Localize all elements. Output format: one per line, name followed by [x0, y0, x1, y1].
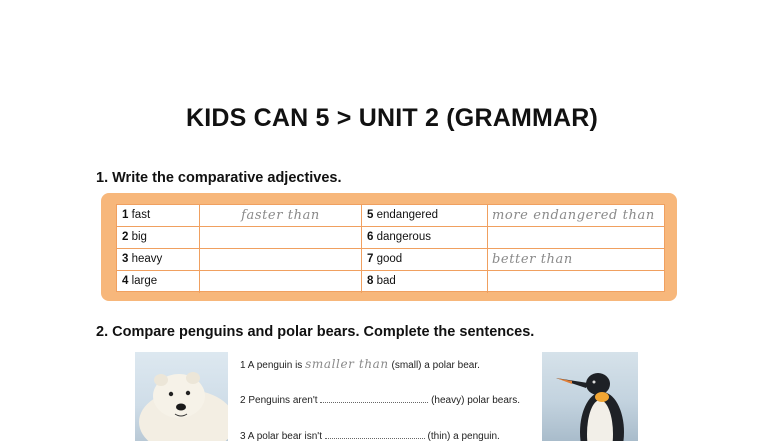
sentence-text: (small) a polar bear.: [391, 360, 480, 371]
sentence-text: A polar bear isn't: [247, 431, 322, 442]
adjective-cell: 6 dangerous: [362, 227, 488, 249]
sentence-text: A penguin is: [247, 360, 303, 371]
answer-cell[interactable]: [488, 271, 666, 293]
adjective-cell: 1 fast: [117, 205, 200, 227]
table-row: [117, 227, 664, 249]
sentence-2: [240, 392, 520, 406]
sentence-text: Penguins aren't: [248, 395, 318, 406]
adjective-cell: 5 endangered: [362, 205, 488, 227]
sentence-3: [240, 428, 500, 442]
handwritten-answer: [488, 274, 492, 289]
table-row: [117, 249, 664, 271]
answer-blank[interactable]: [320, 392, 428, 403]
adjective-cell: 3 heavy: [117, 249, 200, 271]
answer-blank[interactable]: [325, 428, 425, 439]
handwritten-answer[interactable]: smaller than: [305, 357, 389, 371]
adjective-cell: 8 bad: [362, 271, 488, 293]
sentence-text: (heavy) polar bears.: [431, 395, 521, 406]
answer-cell[interactable]: [200, 271, 362, 293]
answer-cell[interactable]: [488, 205, 666, 227]
page-title: KIDS CAN 5 > UNIT 2 (GRAMMAR): [185, 104, 599, 132]
answer-cell[interactable]: [200, 227, 362, 249]
adjective-cell: 7 good: [362, 249, 488, 271]
sentence-1: [240, 357, 480, 371]
sentence-number: 2: [240, 395, 246, 406]
handwritten-answer: more endangered than: [492, 208, 655, 223]
sentence-number: 3: [240, 431, 246, 442]
sentence-text: (thin) a penguin.: [427, 431, 500, 442]
polar-bear-photo: [135, 352, 228, 441]
answer-cell[interactable]: [488, 227, 666, 249]
penguin-photo: [542, 352, 638, 441]
adjective-cell: 4 large: [117, 271, 200, 293]
table-row: [117, 271, 664, 293]
exercise-2-heading: 2. Compare penguins and polar bears. Complete the sentences.: [96, 324, 535, 340]
table-row: [117, 205, 664, 227]
handwritten-answer: faster than: [241, 208, 320, 223]
handwritten-answer: better than: [492, 252, 573, 267]
adjective-cell: 2 big: [117, 227, 200, 249]
comparative-adjectives-table: [116, 204, 665, 292]
sentence-number: 1: [240, 360, 246, 371]
exercise-1-heading: 1. Write the comparative adjectives.: [96, 170, 342, 186]
answer-cell[interactable]: [488, 249, 666, 271]
handwritten-answer: [488, 230, 492, 245]
answer-cell[interactable]: [200, 249, 362, 271]
answer-cell[interactable]: [200, 205, 362, 227]
exercise-1-table-frame: [101, 193, 677, 301]
